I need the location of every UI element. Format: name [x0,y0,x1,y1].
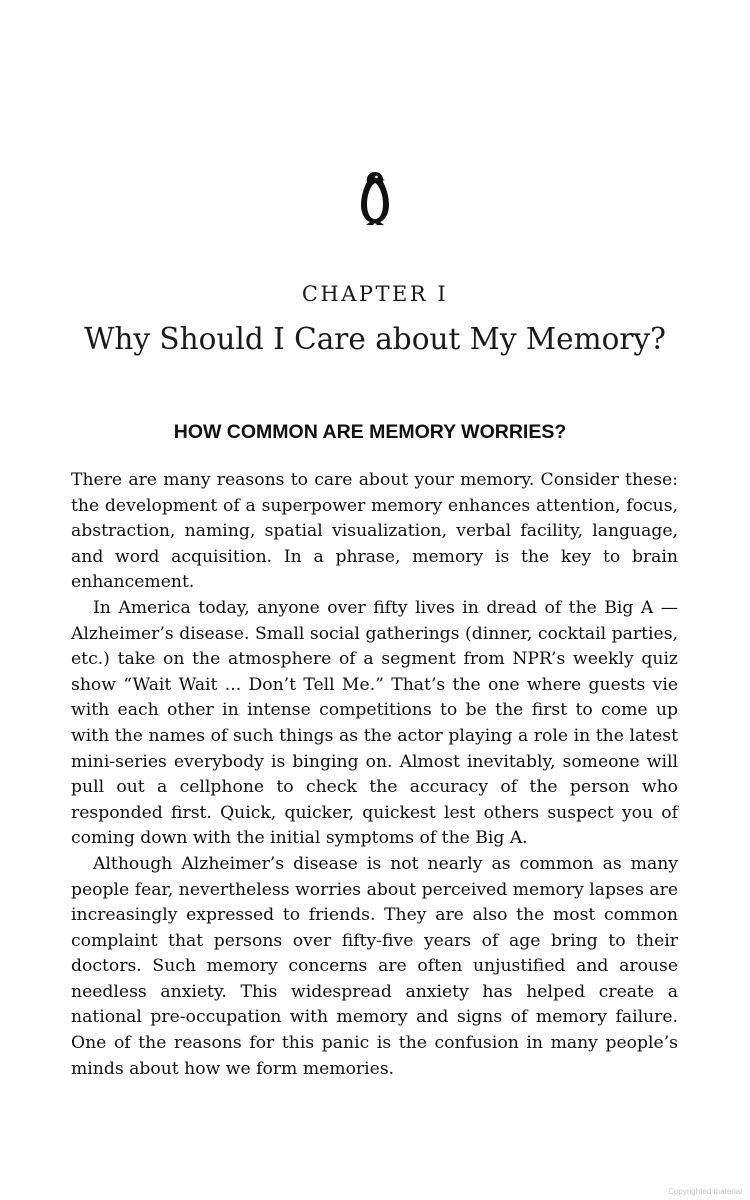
body-text [71,468,678,1082]
section-heading: HOW COMMON ARE MEMORY WORRIES? [173,421,567,443]
paragraph: In America today, anyone over fifty lives in dread of the Big A —Alzheimer’s disease. Small social gatherings (dinner, cocktail parties, etc.) take on the atmosphere of a segment from NPR’s weekly quiz show “Wait Wait ... Don’t Tell Me.” That’s the one where guests vie with each other in intense competitions to be the first to come up with the names of such things as the actor playing a role in the latest mini-series everybody is binging on. Almost inevitably, someone will pull out a cellphone to check the accuracy of the person who responded first. Quick, quicker, quickest lest others suspect you of coming down with the initial symptoms of the Big A. [71,597,678,849]
penguin-logo-icon [356,170,394,228]
chapter-label: CHAPTER I [301,282,449,306]
chapter-title: Why Should I Care about My Memory? [84,322,666,356]
copyright-watermark: Copyrighted material [668,1187,742,1196]
paragraph: Although Alzheimer’s disease is not nearly as common as many people fear, nevertheless worries about perceived memory lapses are increasingly expressed to friends. They are also the most common complaint that persons over fifty-five years of age bring to their doctors. Such memory concerns are often unjustified and arouse needless anxiety. This widespread anxiety has helped create a national pre-occupation with memory and signs of memory failure. One of the reasons for this panic is the confusion in many people’s minds about how we form memories. [71,853,678,1079]
paragraph: There are many reasons to care about your memory. Consider these: the development of a superpower memory enhances attention, focus, abstraction, naming, spatial visualization, verbal facility, language, and word acquisition. In a phrase, memory is the key to brain enhancement. [71,470,678,593]
